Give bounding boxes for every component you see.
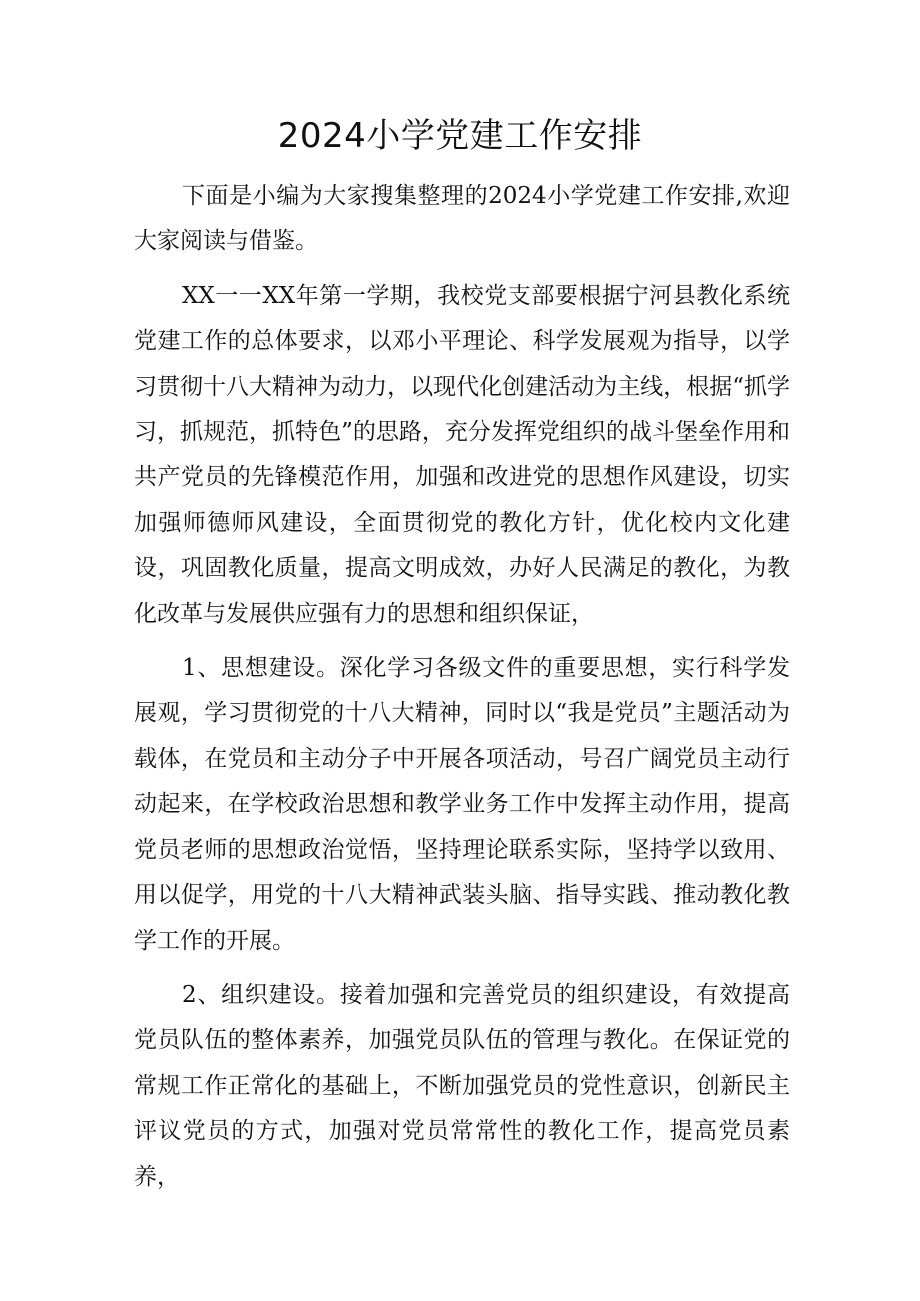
- document-body: [134, 174, 790, 1200]
- paragraph-overview: XX一一XX年第一学期，我校党支部要根据宁河县教化系统党建工作的总体要求，以邓小平理论、科学发展观为指导，以学习贯彻十八大精神为动力，以现代化创建活动为主线，根据“抓学习，抓规范，抓特色”的思路，充分发挥党组织的战斗堡垒作用和共产党员的先锋模范作用，加强和改进党的思想作风建设，切实加强师德师风建设，全面贯彻党的教化方针，优化校内文化建设，巩固教化质量，提高文明成效，办好人民满足的教化，为教化改革与发展供应强有力的思想和组织保证，: [134, 282, 790, 627]
- document-title: 2024小学党建工作安排: [277, 116, 643, 156]
- paragraph-intro: 下面是小编为大家搜集整理的2024小学党建工作安排,欢迎大家阅读与借鉴。: [134, 183, 790, 255]
- paragraph-ideological-building: 1、思想建设。深化学习各级文件的重要思想，实行科学发展观，学习贯彻党的十八大精神，同时以“我是党员”主题活动为载体，在党员和主动分子中开展各项活动，号召广阔党员主动行动起来，在学校政治思想和教学业务工作中发挥主动作用，提高党员老师的思想政治觉悟，坚持理论联系实际，坚持学以致用、用以促学，用党的十八大精神武装头脑、指导实践、推动教化教学工作的开展。: [134, 655, 790, 954]
- paragraph-organizational-building: 2、组织建设。接着加强和完善党员的组织建设，有效提高党员队伍的整体素养，加强党员队伍的管理与教化。在保证党的常规工作正常化的基础上，不断加强党员的党性意识，创新民主评议党员的方式，加强对党员常常性的教化工作，提高党员素养，: [134, 981, 790, 1190]
